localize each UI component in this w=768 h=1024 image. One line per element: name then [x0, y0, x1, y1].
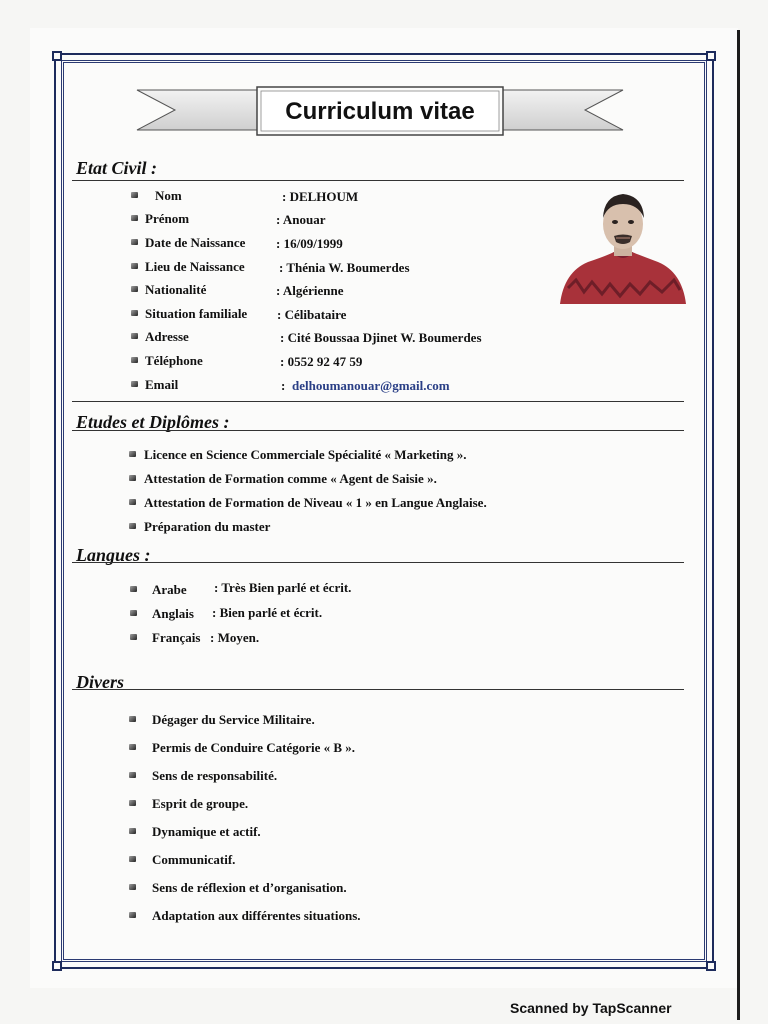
- bullet-icon: [129, 499, 136, 505]
- list-item: Permis de Conduire Catégorie « B ».: [152, 740, 356, 755]
- language-level: : Bien parlé et écrit.: [212, 605, 323, 620]
- page-title: Curriculum vitae: [285, 98, 475, 125]
- list-item: Licence en Science Commerciale Spécialité « Marketing ».: [144, 447, 467, 462]
- field-label: Téléphone: [145, 353, 203, 368]
- field-label: Email: [145, 377, 179, 392]
- section-rule: [72, 430, 684, 431]
- field-label: Nationalité: [145, 282, 207, 297]
- section-rule: [72, 401, 684, 402]
- field-value: : Cité Boussaa Djinet W. Boumerdes: [280, 330, 482, 345]
- bullet-icon: [130, 634, 137, 640]
- language-level: : Très Bien parlé et écrit.: [214, 580, 352, 595]
- bullet-icon: [130, 586, 137, 592]
- profile-photo: [558, 188, 688, 306]
- bullet-icon: [129, 828, 136, 834]
- bullet-icon: [129, 856, 136, 862]
- language-name: Français: [152, 630, 201, 645]
- bullet-icon: [129, 523, 136, 529]
- language-level: : Moyen.: [210, 630, 260, 645]
- section-heading-divers: Divers: [76, 672, 124, 692]
- list-item: Attestation de Formation comme « Agent de Saisie ».: [144, 471, 437, 486]
- field-value: : 0552 92 47 59: [280, 354, 363, 369]
- field-value: :: [281, 378, 286, 393]
- border-corner: [706, 51, 716, 61]
- email-link[interactable]: delhoumanouar@gmail.com: [292, 378, 450, 393]
- bullet-icon: [129, 800, 136, 806]
- list-item: Dynamique et actif.: [152, 824, 261, 839]
- list-item: Attestation de Formation de Niveau « 1 » en Langue Anglaise.: [144, 495, 487, 510]
- field-value: : Célibataire: [277, 307, 347, 322]
- list-item: Sens de responsabilité.: [152, 768, 278, 783]
- section-heading-langues: Langues :: [76, 545, 151, 565]
- bullet-icon: [131, 357, 138, 363]
- field-value: : Anouar: [276, 212, 326, 227]
- bullet-icon: [131, 310, 138, 316]
- list-item: Esprit de groupe.: [152, 796, 249, 811]
- bullet-icon: [131, 286, 138, 292]
- field-label: Situation familiale: [145, 306, 248, 321]
- field-label: Lieu de Naissance: [145, 259, 245, 274]
- section-rule: [72, 562, 684, 563]
- section-heading-etudes: Etudes et Diplômes :: [76, 412, 230, 432]
- bullet-icon: [131, 333, 138, 339]
- language-name: Anglais: [152, 606, 194, 621]
- field-value: : Thénia W. Boumerdes: [279, 260, 410, 275]
- border-corner: [706, 961, 716, 971]
- section-rule: [72, 180, 684, 181]
- field-value: : Algérienne: [276, 283, 344, 298]
- list-item: Dégager du Service Militaire.: [152, 712, 315, 727]
- language-name: Arabe: [152, 582, 187, 597]
- bullet-icon: [131, 381, 138, 387]
- bullet-icon: [129, 912, 136, 918]
- bullet-icon: [131, 215, 138, 221]
- field-label: Adresse: [145, 329, 189, 344]
- field-value: : DELHOUM: [282, 189, 359, 204]
- bullet-icon: [129, 451, 136, 457]
- bullet-icon: [130, 610, 137, 616]
- list-item: Préparation du master: [144, 519, 271, 534]
- section-heading-etat-civil: Etat Civil :: [76, 158, 157, 178]
- field-label: Date de Naissance: [145, 235, 246, 250]
- scanner-watermark: Scanned by TapScanner: [510, 1000, 672, 1016]
- bullet-icon: [131, 239, 138, 245]
- bullet-icon: [129, 716, 136, 722]
- border-corner: [52, 51, 62, 61]
- bullet-icon: [129, 884, 136, 890]
- bullet-icon: [131, 263, 138, 269]
- bullet-icon: [131, 192, 138, 198]
- scan-edge: [737, 30, 740, 1020]
- bullet-icon: [129, 475, 136, 481]
- section-rule: [72, 689, 684, 690]
- list-item: Communicatif.: [152, 852, 236, 867]
- bullet-icon: [129, 772, 136, 778]
- field-value: : 16/09/1999: [276, 236, 343, 251]
- field-label: Prénom: [145, 211, 190, 226]
- list-item: Sens de réflexion et d’organisation.: [152, 880, 347, 895]
- field-label: Nom: [155, 188, 182, 203]
- list-item: Adaptation aux différentes situations.: [152, 908, 361, 923]
- bullet-icon: [129, 744, 136, 750]
- border-corner: [52, 961, 62, 971]
